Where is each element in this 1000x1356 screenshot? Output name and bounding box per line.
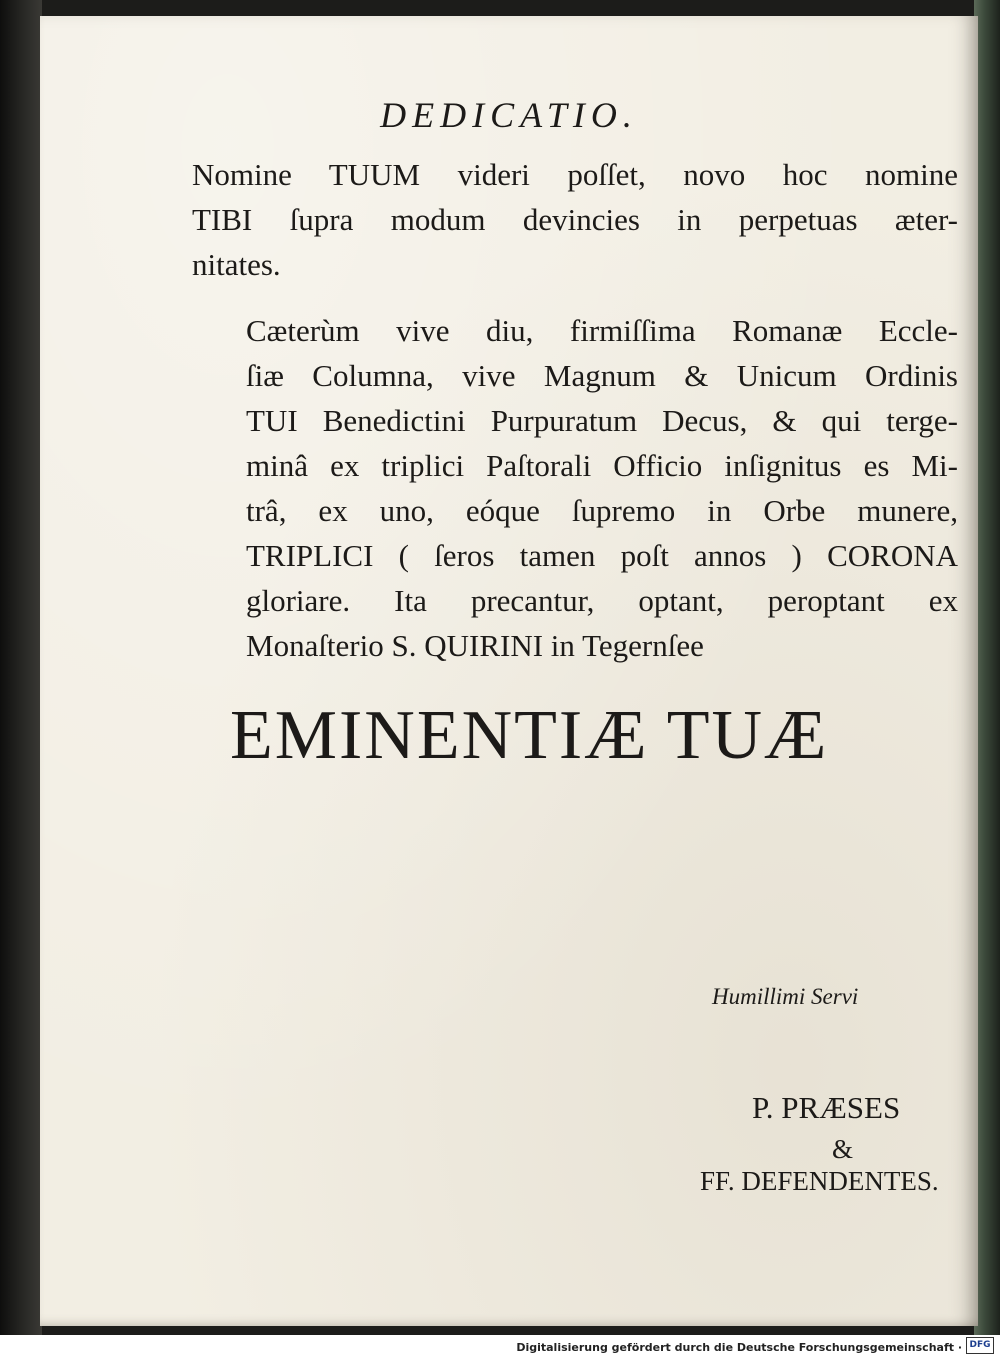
funding-credit: Digitalisierung gefördert durch die Deutsche Forschungsgemeinschaft · — [516, 1341, 962, 1354]
signature-defendentes: FF. DEFENDENTES. — [700, 1166, 939, 1196]
text-line: nitates. — [192, 247, 281, 282]
text-line: TIBI ſupra modum devincies in perpetuas æter- — [192, 202, 958, 237]
book-page — [40, 16, 978, 1326]
footer-bar — [0, 1335, 1000, 1356]
text-line: TRIPLICI ( ſeros tamen poſt annos ) CORONA — [246, 538, 958, 573]
text-line: Cæterùm vive diu, firmiſſima Romanæ Eccle- — [246, 313, 958, 348]
paragraph-1 — [192, 152, 958, 287]
paragraph-2 — [192, 308, 958, 668]
dfg-logo-icon: DFG — [966, 1337, 994, 1354]
signature-praeses: P. PRÆSES — [752, 1090, 901, 1125]
closing-servi: Humillimi Servi — [712, 984, 859, 1009]
page-header: DEDICATIO. — [380, 95, 638, 135]
text-line: minâ ex triplici Paſtorali Officio inſignitus es Mi- — [246, 448, 958, 483]
text-line: ſiæ Columna, vive Magnum & Unicum Ordinis — [246, 358, 958, 393]
text-line: trâ, ex uno, eóque ſupremo in Orbe munere, — [246, 493, 958, 528]
text-line: Nomine TUUM videri poſſet, novo hoc nomine — [192, 157, 958, 192]
signature-ampersand: & — [832, 1134, 854, 1164]
eminence-title: EMINENTIÆ TUÆ — [230, 697, 829, 774]
text-line: TUI Benedictini Purpuratum Decus, & qui terge- — [246, 403, 958, 438]
text-line: gloriare. Ita precantur, optant, peroptant ex — [246, 583, 958, 618]
text-line: Monaſterio S. QUIRINI in Tegernſee — [246, 628, 704, 663]
book-binding-left — [0, 0, 42, 1335]
